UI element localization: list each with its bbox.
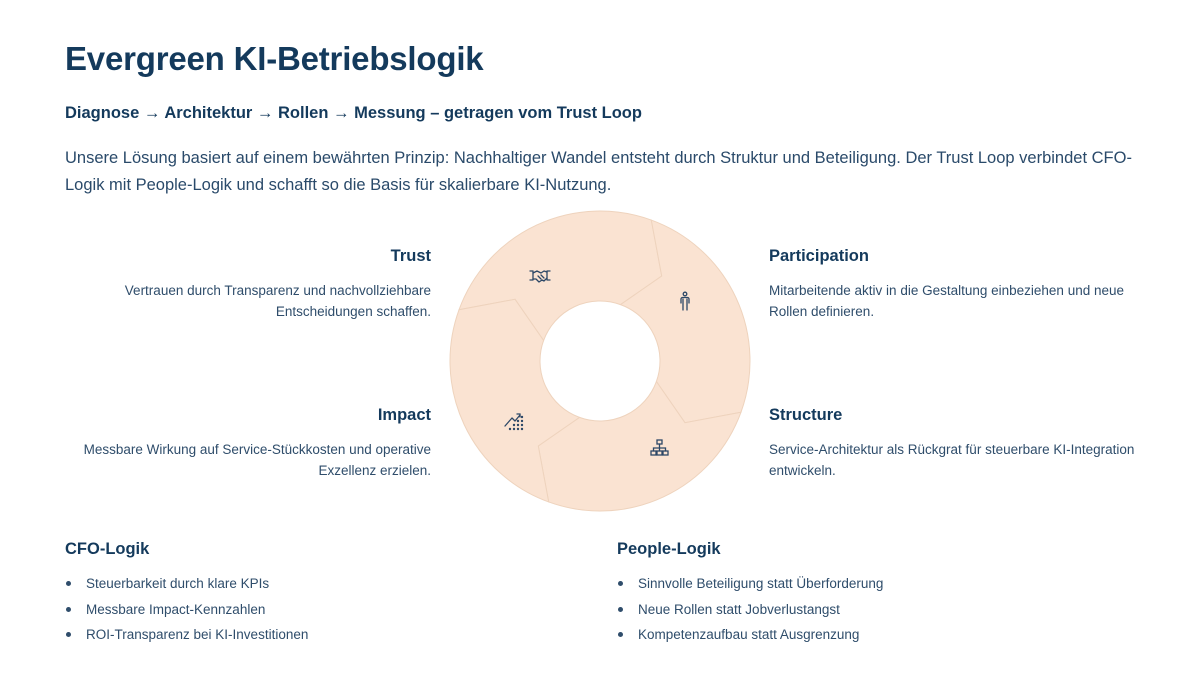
people-logic-title: People-Logik — [617, 540, 721, 558]
bullet — [66, 581, 71, 586]
trust-loop-diagram — [446, 208, 754, 516]
cfo-list-item — [65, 622, 525, 648]
cfo-logic-title: CFO-Logik — [65, 540, 150, 558]
impact-block — [61, 406, 431, 481]
people-list-item — [617, 597, 1077, 623]
people-item-text: Neue Rollen statt Jobverlustangst — [638, 601, 840, 617]
structure-title: Structure — [769, 406, 843, 424]
cfo-list-item — [65, 571, 525, 597]
people-item-text: Kompetenzaufbau statt Ausgrenzung — [638, 627, 860, 642]
people-item-text: Sinnvolle Beteiligung statt Überforderung — [638, 576, 884, 591]
impact-text: Messbare Wirkung auf Service-Stückkosten und operative Exzellenz erzielen. — [83, 442, 431, 478]
page-subtitle: Diagnose → Architektur → Rollen → Messung – getragen vom Trust Loop — [65, 104, 642, 122]
cfo-item-text: Messbare Impact-Kennzahlen — [86, 601, 266, 617]
structure-text: Service-Architektur als Rückgrat für steuerbare KI-Integration entwickeln. — [769, 442, 1135, 478]
structure-block — [769, 406, 1139, 481]
people-list-item — [617, 622, 1077, 648]
trust-text: Vertrauen durch Transparenz und nachvollziehbare Entscheidungen schaffen. — [124, 283, 431, 319]
impact-title: Impact — [377, 406, 431, 424]
intro-text: Unsere Lösung basiert auf einem bewährten Prinzip: Nachhaltiger Wandel entsteht durch Struktur und Beteiligung. Der Trust Loop verbindet CFO-Logik mit People-Logik und schafft so die Basis für skalierbare KI-Nutzung. — [65, 149, 1132, 194]
cfo-item-text: Steuerbarkeit durch klare KPIs — [86, 576, 270, 591]
cfo-logic — [65, 540, 525, 648]
people-logic — [617, 540, 1077, 648]
bullet — [618, 581, 623, 586]
bullet — [66, 607, 71, 612]
trust-title: Trust — [390, 247, 431, 265]
participation-block — [769, 247, 1139, 322]
bullet — [66, 632, 71, 637]
bullet — [618, 632, 623, 637]
participation-text: Mitarbeitende aktiv in die Gestaltung einbeziehen und neue Rollen definieren. — [769, 283, 1124, 319]
page-title: Evergreen KI-Betriebslogik — [65, 40, 484, 77]
participation-title: Participation — [769, 247, 869, 265]
people-list-item — [617, 571, 1077, 597]
trust-block — [61, 247, 431, 322]
cfo-list-item — [65, 597, 525, 623]
bullet — [618, 607, 623, 612]
cfo-item-text: ROI-Transparenz bei KI-Investitionen — [86, 627, 309, 642]
